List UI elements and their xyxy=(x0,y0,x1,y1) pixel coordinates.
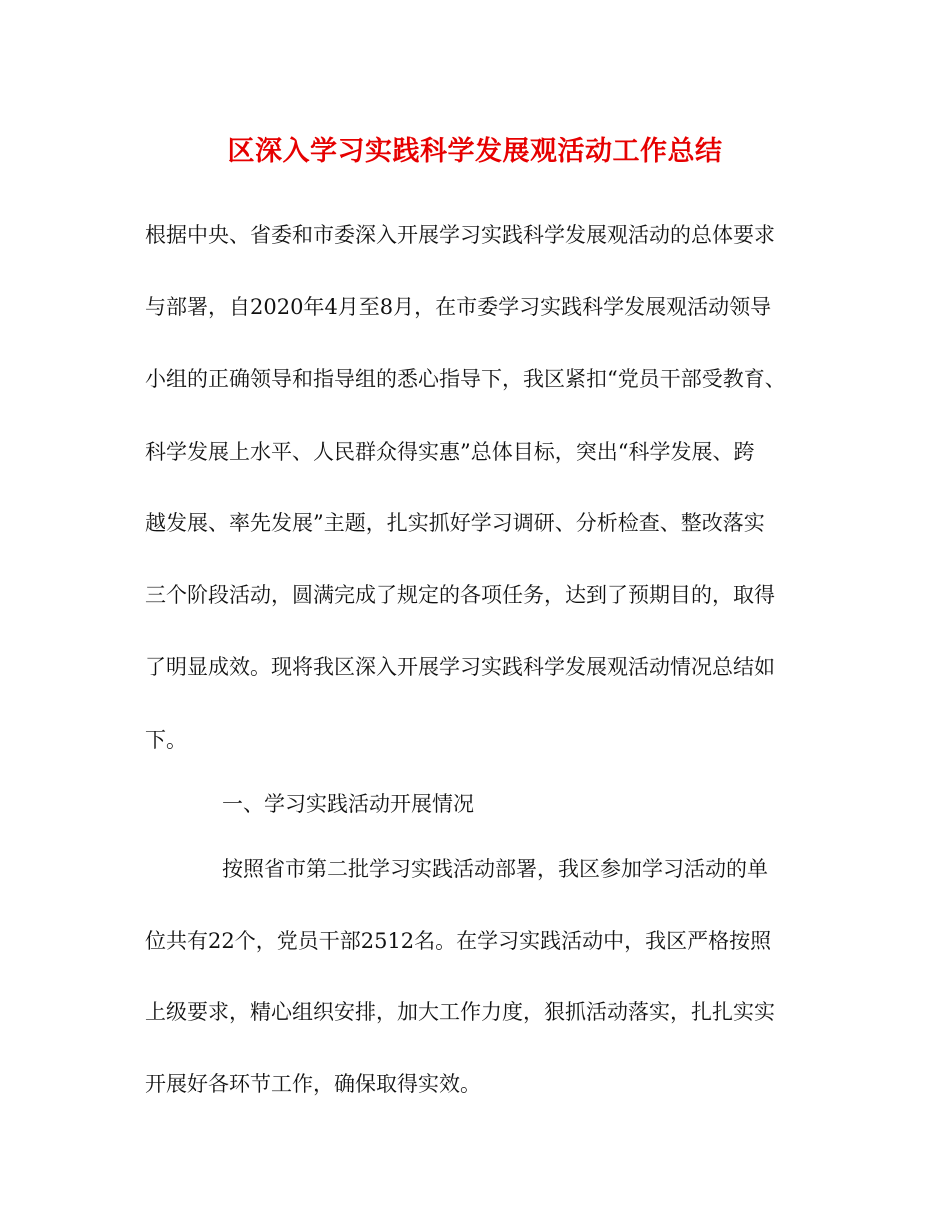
paragraph-line: 与部署，自2020年4月至8月，在市委学习实践科学发展观活动领导 xyxy=(145,295,772,319)
paragraph-line: 越发展、率先发展”主题，扎实抓好学习调研、分析检查、整改落实 xyxy=(145,511,765,535)
paragraph-line: 上级要求，精心组织安排，加大工作力度，狠抓活动落实，扎扎实实 xyxy=(145,1000,775,1024)
paragraph-line: 位共有22个，党员干部2512名。在学习实践活动中，我区严格按照 xyxy=(145,929,772,953)
paragraph-line: 开展好各环节工作，确保取得实效。 xyxy=(145,1072,481,1096)
paragraph-line: 根据中央、省委和市委深入开展学习实践科学发展观活动的总体要求 xyxy=(145,223,775,247)
paragraph-line: 小组的正确领导和指导组的悉心指导下，我区紧扣“党员干部受教育、 xyxy=(145,367,786,391)
section-heading: 一、学习实践活动开展情况 xyxy=(222,792,474,816)
paragraph-line: 按照省市第二批学习实践活动部署，我区参加学习活动的单 xyxy=(222,857,768,881)
document-title: 区深入学习实践科学发展观活动工作总结 xyxy=(227,136,723,167)
paragraph-line: 科学发展上水平、人民群众得实惠”总体目标，突出“科学发展、跨 xyxy=(145,440,755,464)
paragraph-line: 了明显成效。现将我区深入开展学习实践科学发展观活动情况总结如 xyxy=(145,655,775,679)
paragraph-line: 三个阶段活动，圆满完成了规定的各项任务，达到了预期目的，取得 xyxy=(145,583,775,607)
paragraph-line: 下。 xyxy=(145,728,187,752)
